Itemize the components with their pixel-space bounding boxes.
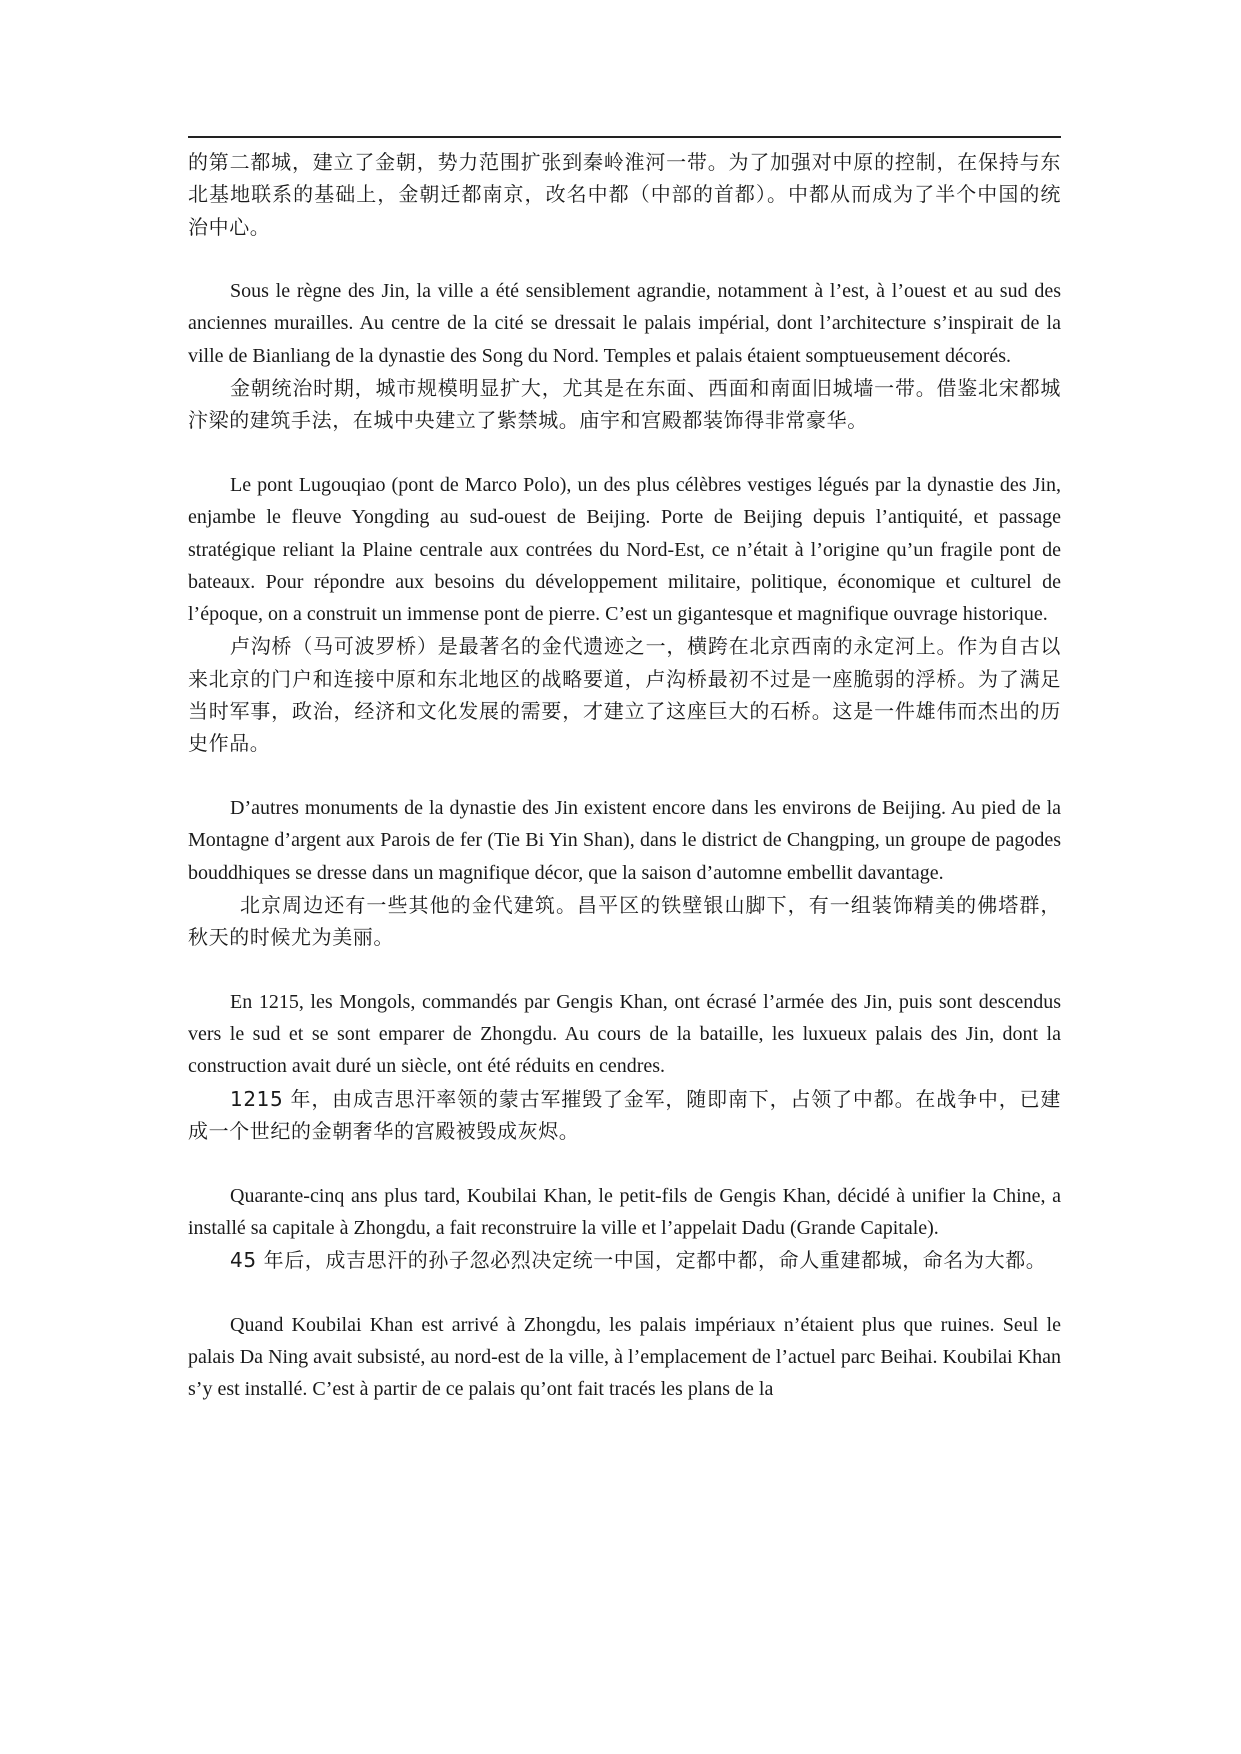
document-body <box>188 146 1061 1406</box>
paragraph-gap <box>188 1147 1061 1179</box>
paragraph-gap <box>188 243 1061 275</box>
paragraph-gap <box>188 953 1061 985</box>
paragraph-zh-koubilai: 45 年后，成吉思汗的孙子忽必烈决定统一中国，定都中都，命人重建都城，命名为大都。 <box>230 1248 1047 1273</box>
paragraph-gap <box>188 437 1061 469</box>
paragraph-fr-koubilai: Quarante-cinq ans plus tard, Koubilai Khan, le petit-fils de Gengis Khan, décidé à unifier la Chine, a installé sa capitale à Zhongdu, a fait reconstruire la ville et l’appelait Dadu (Grande Capitale). <box>188 1184 1061 1239</box>
paragraph-gap <box>188 1276 1061 1308</box>
paragraph-zh-mongols: 1215 年，由成吉思汗率领的蒙古军摧毁了金军，随即南下，占领了中都。在战争中，已建成一个世纪的金朝奢华的宫殿被毁成灰烬。 <box>188 1086 1061 1143</box>
paragraph-zh-pagodes: 北京周边还有一些其他的金代建筑。昌平区的铁壁银山脚下，有一组装饰精美的佛塔群，秋天的时候尤为美丽。 <box>188 892 1061 950</box>
paragraph-zh-lugouqiao: 卢沟桥（马可波罗桥）是最著名的金代遗迹之一，横跨在北京西南的永定河上。作为自古以来北京的门户和连接中原和东北地区的战略要道，卢沟桥最初不过是一座脆弱的浮桥。为了满足当时军事，政治，经济和文化发展的需要，才建立了这座巨大的石桥。这是一件雄伟而杰出的历史作品。 <box>188 634 1061 756</box>
paragraph-fr-jin-city: Sous le règne des Jin, la ville a été sensiblement agrandie, notamment à l’est, à l’ouest et au sud des anciennes murailles. Au centre de la cité se dressait le palais impérial, dont l’architecture s’inspirait de la ville de Bianliang de la dynastie des Song du Nord. Temples et palais étaient somptueusement décorés. <box>188 280 1061 367</box>
paragraph-zh-capital: 的第二都城，建立了金朝，势力范围扩张到秦岭淮河一带。为了加强对中原的控制，在保持与东北基地联系的基础上，金朝迁都南京，改名中都（中部的首都）。中都从而成为了半个中国的统治中心。 <box>188 150 1061 239</box>
paragraph-fr-lugouqiao: Le pont Lugouqiao (pont de Marco Polo), un des plus célèbres vestiges légués par la dynastie des Jin, enjambe le fleuve Yongding au sud-ouest de Beijing. Porte de Beijing depuis l’antiquité, et passage stratégique reliant la Plaine centrale aux contrées du Nord-Est, ce n’était à l’origine qu’un fragile pont de bateaux. Pour répondre aux besoins du développement militaire, politique, économique et culturel de l’époque, on a construit un immense pont de pierre. C’est un gigantesque et magnifique ouvrage historique. <box>188 473 1061 626</box>
paragraph-fr-da-ning: Quand Koubilai Khan est arrivé à Zhongdu, les palais impériaux n’étaient plus que ruines. Seul le palais Da Ning avait subsisté, au nord-est de la ville, à l’emplacement de l’actuel parc Beihai. Koubilai Khan s’y est installé. C’est à partir de ce palais qu’ont fait tracés les plans de la <box>188 1313 1061 1401</box>
header-rule <box>188 136 1061 138</box>
paragraph-gap <box>188 760 1061 792</box>
paragraph-zh-jin-city: 金朝统治时期，城市规模明显扩大，尤其是在东面、西面和南面旧城墙一带。借鉴北宋都城汴梁的建筑手法，在城中央建立了紫禁城。庙宇和宫殿都装饰得非常豪华。 <box>188 376 1061 433</box>
paragraph-fr-pagodes: D’autres monuments de la dynastie des Jin existent encore dans les environs de Beijing. Au pied de la Montagne d’argent aux Parois de fer (Tie Bi Yin Shan), dans le district de Changping, un groupe de pagodes bouddhiques se dresse dans un magnifique décor, que la saison d’automne embellit davantage. <box>188 796 1061 884</box>
paragraph-fr-mongols: En 1215, les Mongols, commandés par Gengis Khan, ont écrasé l’armée des Jin, puis sont descendus vers le sud et se sont emparer de Zhongdu. Au cours de la bataille, les luxueux palais des Jin, dont la construction avait duré un siècle, ont été réduits en cendres. <box>188 990 1061 1078</box>
